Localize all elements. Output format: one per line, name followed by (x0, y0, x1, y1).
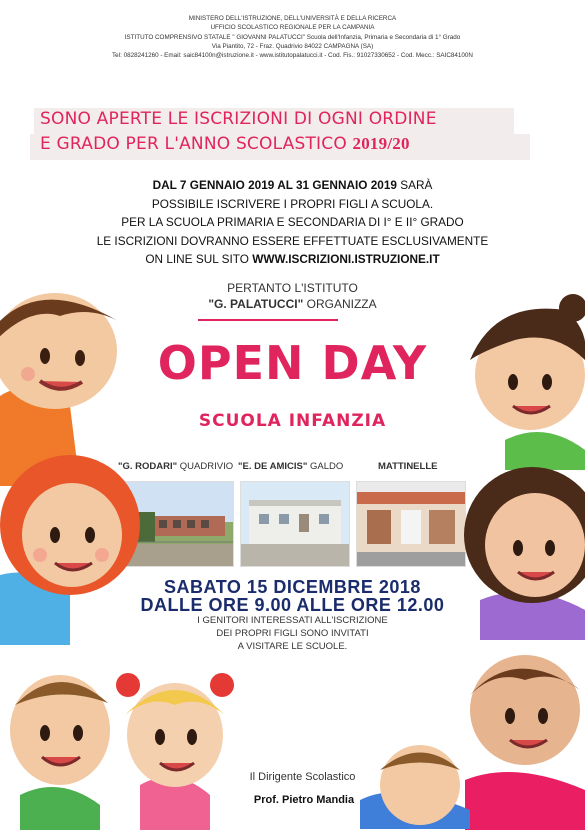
signature-name: Prof. Pietro Mandia (253, 794, 355, 806)
letterhead-line: UFFICIO SCOLASTICO REGIONALE PER LA CAMPANIA (210, 24, 375, 32)
institute-name: "G. PALATUCCI" (208, 297, 304, 311)
school-label-mattinelle (378, 461, 437, 472)
school-label-de-amicis (238, 461, 343, 472)
info-line-4: LE ISCRIZIONI DOVRANNO ESSERE EFFETTUATE ESCLUSIVAMENTE (96, 233, 489, 248)
kid-illustration-mid-right (450, 460, 585, 640)
letterhead-line: Tel: 0828241260 - Email: saic84100n@istruzione.it - www.istitutopalatucci.it - Cod. Fis.: 91027330652 - Cod. Mecc.: SAIC84100N (112, 52, 473, 60)
info-line-3: PER LA SCUOLA PRIMARIA E SECONDARIA DI I° E II° GRADO (121, 215, 464, 230)
organizer-line-1: PERTANTO L'ISTITUTO (227, 281, 358, 295)
invitation-line-3: A VISITARE LE SCUOLE. (237, 641, 348, 652)
banner-line-1: SONO APERTE LE ISCRIZIONI DI OGNI ORDINE (40, 109, 437, 129)
letterhead-line: Via Piantito, 72 - Fraz. Quadrivio 84022 CAMPAGNA (SA) (211, 42, 374, 50)
kid-illustration-mid-left (0, 455, 140, 645)
letterhead-line: MINISTERO DELL'ISTRUZIONE, DELL'UNIVERSITÀ E DELLA RICERCA (188, 15, 397, 22)
kid-illustration-top-right (455, 290, 585, 470)
enrollment-info (0, 176, 585, 269)
event-date: SABATO 15 DICEMBRE 2018 (164, 577, 421, 597)
enrollment-dates: DAL 7 GENNAIO 2019 AL 31 GENNAIO 2019 (152, 178, 397, 192)
divider (198, 319, 338, 321)
website-link[interactable]: WWW.ISCRIZIONI.ISTRUZIONE.IT (252, 252, 440, 267)
school-name: MATTINELLE (378, 461, 438, 472)
kid-illustration-bottom-left (0, 655, 230, 830)
signature-role: Il Dirigente Scolastico (249, 771, 356, 783)
banner-line-2-text: E GRADO PER L'ANNO SCOLASTICO (40, 134, 347, 154)
letterhead-line: ISTITUTO COMPRENSIVO STATALE " GIOVANNI PALATUCCI" Scuola dell'Infanzia, Primaria e Secondaria di 1° Grado (124, 33, 461, 41)
school-name: "G. RODARI" (118, 461, 178, 472)
invitation-line-2: DEI PROPRI FIGLI SONO INVITATI (216, 628, 369, 639)
info-line-5-prefix: ON LINE SUL SITO (145, 252, 249, 267)
info-line-2: POSSIBILE ISCRIVERE I PROPRI FIGLI A SCUOLA. (151, 196, 434, 211)
letterhead (0, 14, 585, 60)
school-place: GALDO (310, 461, 344, 472)
kid-illustration-bottom-center (360, 740, 470, 829)
event-hours: DALLE ORE 9.00 ALLE ORE 12.00 (140, 595, 445, 615)
event-subtitle: SCUOLA INFANZIA (198, 411, 387, 431)
school-year: 2019/20 (352, 134, 410, 153)
organizer-line-2-rest: ORGANIZZA (306, 297, 377, 311)
info-line-1-rest: SARÀ (400, 178, 433, 192)
school-place: QUADRIVIO (179, 461, 234, 472)
event-title: OPEN DAY (157, 336, 428, 390)
invitation-line-1: I GENITORI INTERESSATI ALL'ISCRIZIONE (197, 615, 388, 626)
school-photo-rodari (124, 481, 234, 567)
banner-line-2 (40, 134, 410, 154)
school-photo-de-amicis (240, 481, 350, 567)
school-name: "E. DE AMICIS" (238, 461, 308, 472)
enrollment-banner (30, 104, 530, 164)
kid-illustration-bottom-right (455, 640, 585, 830)
